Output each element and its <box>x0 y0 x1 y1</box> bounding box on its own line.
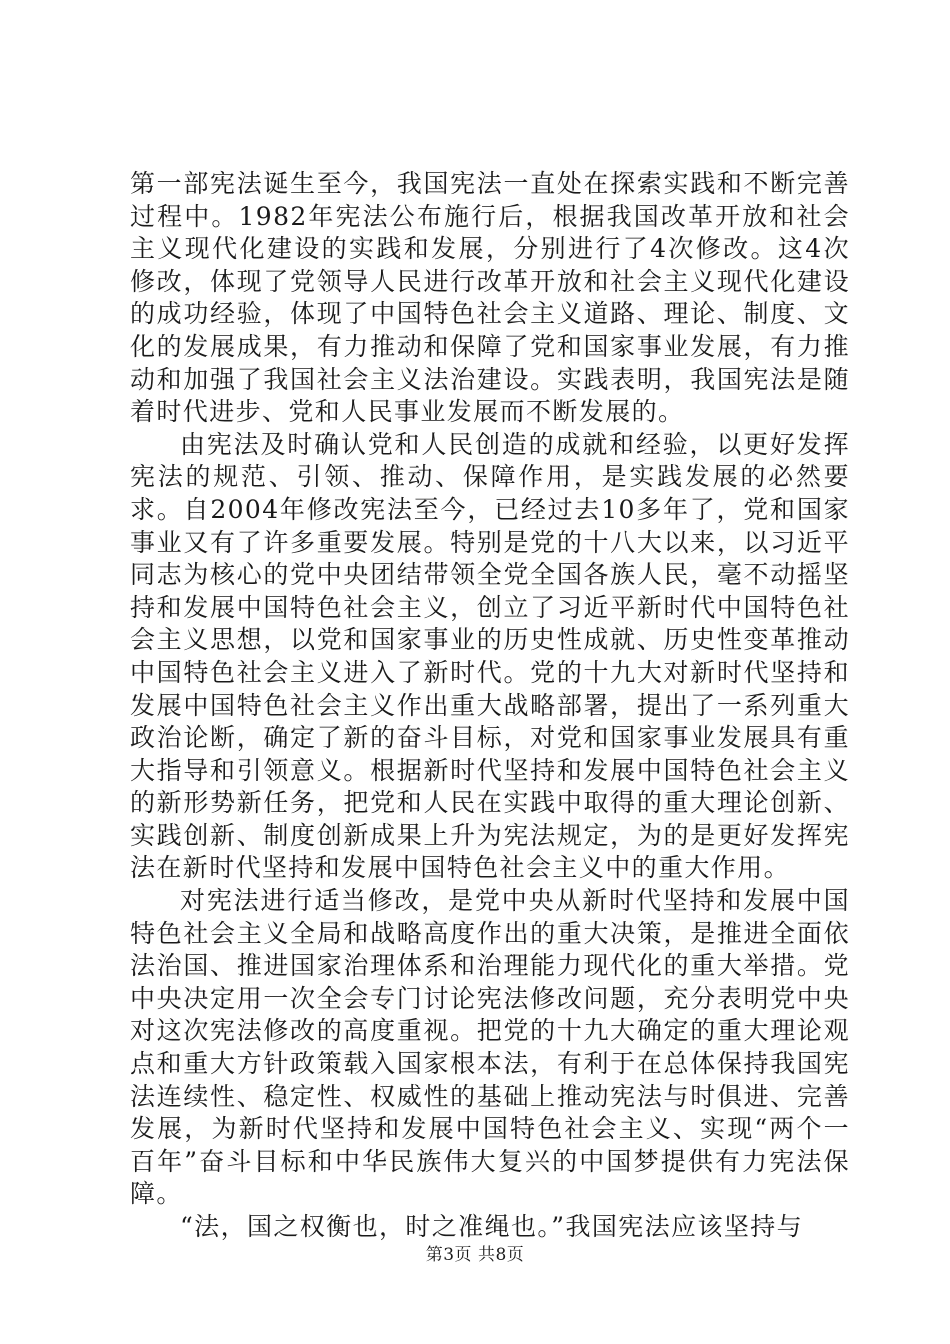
paragraph-4: “法，国之权衡也，时之准绳也。”我国宪法应该坚持与 <box>180 1212 804 1241</box>
document-body <box>130 168 850 1244</box>
page-number-footer: 第3页 共8页 <box>425 1245 525 1265</box>
paragraph-3: 对宪法进行适当修改，是党中央从新时代坚持和发展中国特色社会主义全局和战略高度作出的重大决策，是推进全面依法治国、推进国家治理体系和治理能力现代化的重大举措。党中央决定用一次全会专门讨论宪法修改问题，充分表明党中央对这次宪法修改的高度重视。把党的十九大确定的重大理论观点和重大方针政策载入国家根本法，有利于在总体保持我国宪法连续性、稳定性、权威性的基础上推动宪法与时俱进、完善发展，为新时代坚持和发展中国特色社会主义、实现“两个一百年”奋斗目标和中华民族伟大复兴的中国梦提供有力宪法保障。 <box>130 886 850 1209</box>
paragraph-1: 第一部宪法诞生至今，我国宪法一直处在探索实践和不断完善过程中。1982年宪法公布施行后，根据我国改革开放和社会主义现代化建设的实践和发展，分别进行了4次修改。这4次修改，体现了党领导人民进行改革开放和社会主义现代化建设的成功经验，体现了中国特色社会主义道路、理论、制度、文化的发展成果，有力推动和保障了党和国家事业发展，有力推动和加强了我国社会主义法治建设。实践表明，我国宪法是随着时代进步、党和人民事业发展而不断发展的。 <box>130 169 850 427</box>
paragraph-2: 由宪法及时确认党和人民创造的成就和经验，以更好发挥宪法的规范、引领、推动、保障作用，是实践发展的必然要求。自2004年修改宪法至今，已经过去10多年了，党和国家事业又有了许多重要发展。特别是党的十八大以来，以习近平同志为核心的党中央团结带领全党全国各族人民，毫不动摇坚持和发展中国特色社会主义，创立了习近平新时代中国特色社会主义思想，以党和国家事业的历史性成就、历史性变革推动中国特色社会主义进入了新时代。党的十九大对新时代坚持和发展中国特色社会主义作出重大战略部署，提出了一系列重大政治论断，确定了新的奋斗目标，对党和国家事业发展具有重大指导和引领意义。根据新时代坚持和发展中国特色社会主义的新形势新任务，把党和人民在实践中取得的重大理论创新、实践创新、制度创新成果上升为宪法规定，为的是更好发挥宪法在新时代坚持和发展中国特色社会主义中的重大作用。 <box>130 429 850 883</box>
